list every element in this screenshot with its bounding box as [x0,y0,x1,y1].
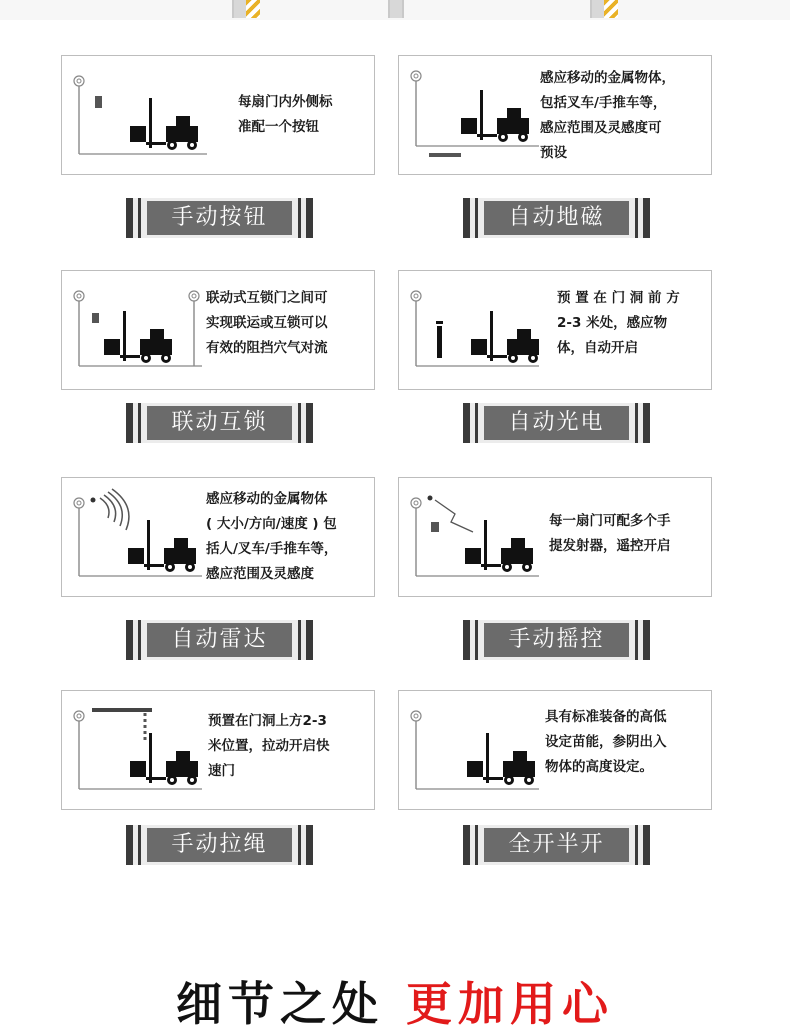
remote-transmitter-icon [431,522,439,532]
description-line: 实现联运或互锁可以 [206,315,328,331]
receiver-icon [428,496,433,501]
description-line: 物体的高度设定。 [545,759,653,775]
forklift-icon [130,98,198,150]
hazard-stripe [246,0,260,18]
feature-label-radar: 自动雷达 [126,620,313,660]
description-line: 每一扇门可配多个手 [549,513,671,529]
feature-label-pull-cord: 手动拉绳 [126,825,313,865]
push-button-icon [92,313,99,323]
photocell-sensor-icon [437,326,442,358]
feature-label-remote: 手动摇控 [463,620,650,660]
feature-card-radar [61,477,375,597]
description-line: ( 大小/方向/速度 ) 包 [206,516,337,532]
description-line: 包括叉车/手推车等， [540,95,667,111]
description-line: 感应范围及灵感度可 [540,120,662,136]
feature-label-full-half-open: 全开半开 [463,825,650,865]
feature-label-auto-magnetic: 自动地磁 [463,198,650,238]
feature-label-manual-button: 手动按钮 [126,198,313,238]
feature-card-pull-cord [61,690,375,810]
description-line: 提发射器，遥控开启 [549,538,671,554]
ground-loop-icon [429,153,461,157]
forklift-icon [130,733,198,785]
description-line: 括人/叉车/手推车等， [206,541,338,557]
description-line: 准配一个按钮 [238,119,319,135]
forklift-icon [467,733,535,785]
heading-part-2: 更加用心 [406,977,614,1031]
forklift-icon [471,311,539,363]
description-line: 联动式互锁门之间可 [206,290,328,306]
forklift-icon [461,90,529,142]
signal-icon [435,500,473,532]
feature-card-remote [398,477,712,597]
feature-card-manual-button [61,55,375,175]
forklift-icon [128,520,196,572]
feature-card-photoelectric [398,270,712,390]
description-line: 感应移动的金属物体 [206,491,328,507]
description-line: 每扇门内外侧标 [238,94,333,110]
top-beam-icon [92,708,152,712]
description-line: 具有标准装备的高低 [545,709,667,725]
description-line: 感应移动的金属物体， [540,70,675,86]
description-line: 速门 [208,763,235,779]
feature-card-full-half-open [398,690,712,810]
feature-card-interlock [61,270,375,390]
description-line: 2-3 米处，感应物 [557,315,668,331]
description-line: 预设 [540,145,567,161]
hazard-stripe [604,0,618,18]
description-line: 设定苗能，参阴出入 [545,734,667,750]
feature-description [206,286,328,361]
feature-description [545,705,667,780]
description-line: 预置在门洞上方2-3 [208,713,327,729]
feature-description [540,66,675,166]
heading-part-1: 细节之处 [175,977,384,1031]
push-button-icon [95,96,102,108]
feature-description [238,90,333,140]
top-image-strip [0,0,790,20]
feature-card-auto-magnetic [398,55,712,175]
description-line: 有效的阻挡穴气对流 [206,340,328,356]
feature-label-interlock: 联动互锁 [126,403,313,443]
forklift-icon [104,311,172,363]
radar-sensor-icon [91,489,129,530]
feature-description [208,709,330,784]
forklift-icon [465,520,533,572]
description-line: 预 置 在 门 洞 前 方 [557,290,680,306]
section-heading [0,968,790,1034]
feature-description [557,286,680,361]
description-line: 体，自动开启 [557,340,638,356]
description-line: 米位置，拉动开启快 [208,738,330,754]
description-line: 感应范围及灵感度 [206,566,314,582]
feature-description [549,509,671,559]
feature-description [206,487,337,587]
feature-label-photoelectric: 自动光电 [463,403,650,443]
pole-graphic [388,0,404,18]
